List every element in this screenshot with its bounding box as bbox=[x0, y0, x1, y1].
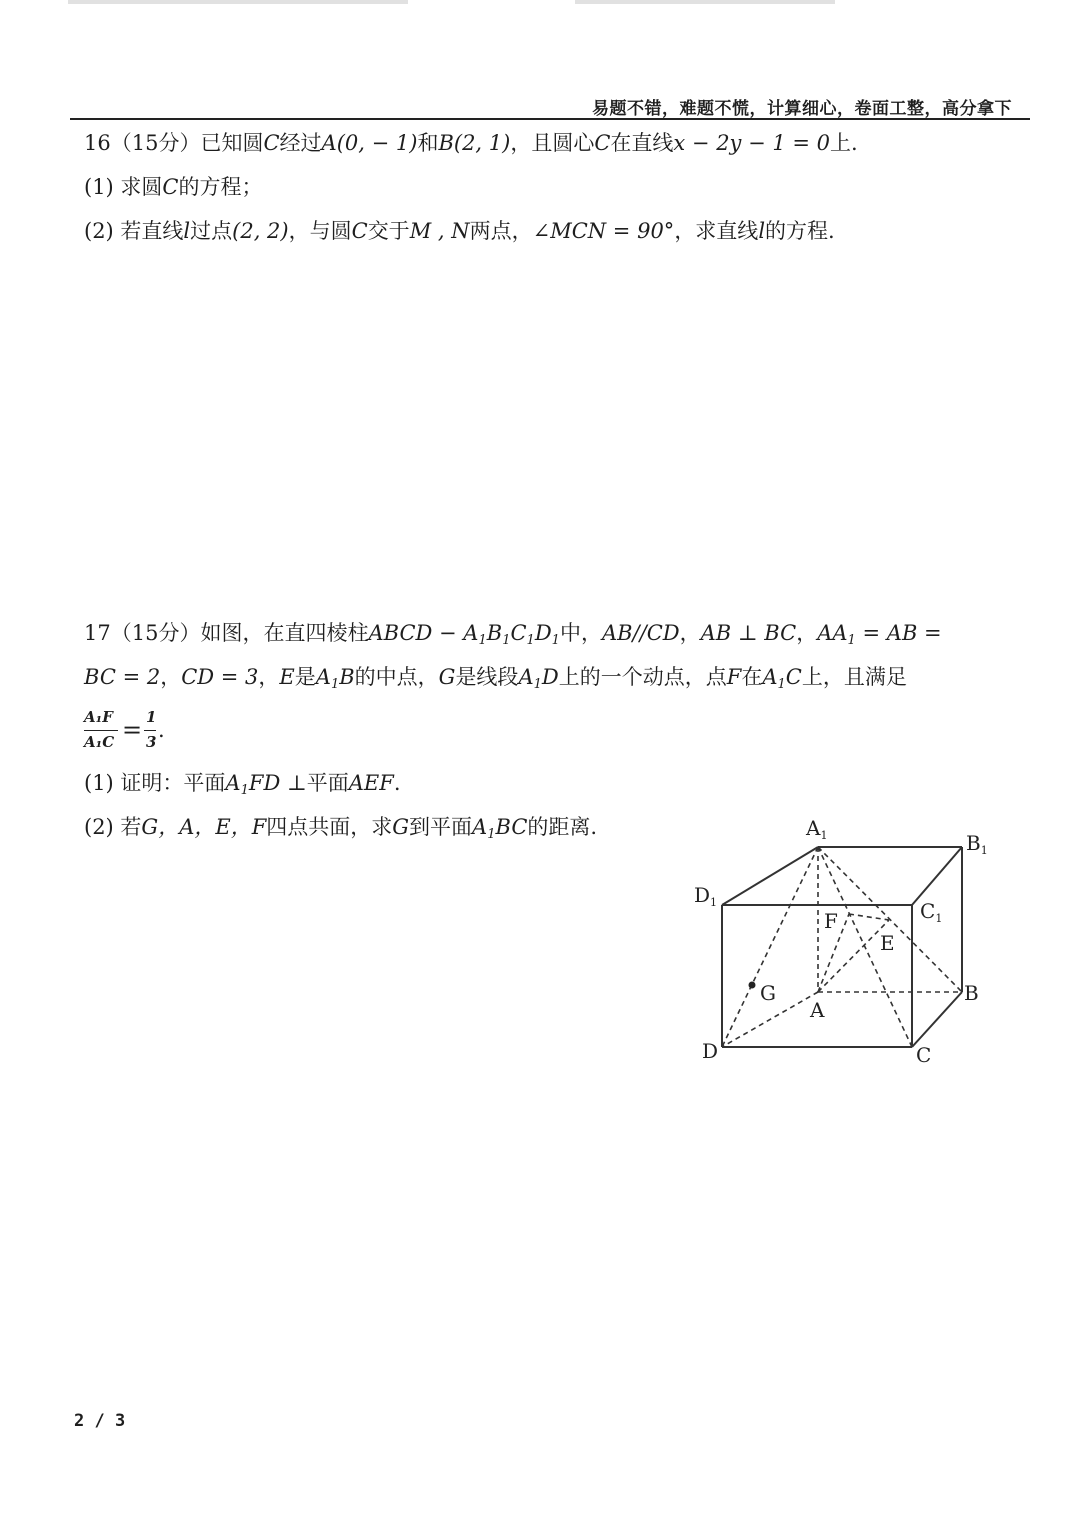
q17-text: 上，且满足 bbox=[801, 665, 907, 689]
q17-p2-points: G，A，E，F bbox=[141, 815, 267, 839]
q16-p1-c: C bbox=[162, 175, 179, 199]
prism-figure bbox=[680, 800, 1010, 1080]
q16-part1 bbox=[84, 174, 263, 201]
q17-line1 bbox=[84, 620, 942, 650]
q16-p2-l: l bbox=[758, 219, 766, 243]
q17-line2 bbox=[84, 664, 907, 694]
q17-f: F bbox=[726, 665, 742, 689]
q17-p1-plane: FD bbox=[248, 771, 281, 795]
fraction-denominator: A₁C bbox=[84, 733, 115, 751]
q17-part1 bbox=[84, 770, 401, 800]
q17-text: ， bbox=[796, 621, 818, 645]
q17-sub: 1 bbox=[330, 677, 340, 692]
q16-part2 bbox=[84, 218, 835, 245]
q17-prism-d: D bbox=[534, 621, 552, 645]
q17-part2 bbox=[84, 814, 597, 844]
q17-a1: A bbox=[518, 665, 534, 689]
q17-p2-g: G bbox=[392, 815, 410, 839]
q17-p1-plane2: AEF bbox=[348, 771, 394, 795]
label-c1: $C_1$ bbox=[920, 899, 943, 925]
q17-sub: 1 bbox=[777, 677, 786, 692]
q16-p2-text: 过点 bbox=[190, 219, 233, 243]
edge-d1a1 bbox=[722, 847, 818, 905]
fraction-period: . bbox=[158, 718, 165, 742]
q17-p1-text: . bbox=[393, 771, 401, 795]
q16-p2-point: (2, 2) bbox=[232, 219, 289, 243]
q17-a1: A bbox=[315, 665, 331, 689]
top-edge-smudge-right bbox=[575, 0, 835, 4]
q17-a1: A bbox=[762, 665, 778, 689]
q17-p1-text: (1) 证明：平面 bbox=[84, 771, 226, 795]
q17-text: ， bbox=[258, 665, 280, 689]
rhs-numerator: 1 bbox=[146, 708, 157, 726]
q16-p2-text: (2) 若直线 bbox=[84, 219, 184, 243]
q17-p1-perp: ⊥ bbox=[280, 771, 307, 795]
q17-text: 的中点， bbox=[354, 665, 439, 689]
q17-prism-c: C bbox=[510, 621, 527, 645]
top-edge-smudge-left bbox=[68, 0, 408, 4]
q16-p2-mn: M , N bbox=[409, 219, 470, 243]
segment-fe bbox=[849, 914, 889, 920]
q17-prism: ABCD − A bbox=[368, 621, 479, 645]
q16-point-b: B(2, 1) bbox=[438, 131, 511, 155]
q17-p1-text: 平面 bbox=[306, 771, 349, 795]
q17-c: C bbox=[785, 665, 802, 689]
q17-sub: 1 bbox=[487, 827, 496, 842]
q17-text: 上的一个动点，点 bbox=[558, 665, 727, 689]
q16-p2-text: ，与圆 bbox=[288, 219, 352, 243]
label-a: A bbox=[810, 998, 825, 1022]
rhs-fraction-bar bbox=[144, 730, 156, 731]
label-c: C bbox=[916, 1043, 932, 1067]
label-g: G bbox=[760, 981, 776, 1005]
q17-sub: 1 bbox=[502, 633, 511, 648]
q17-sub: 1 bbox=[526, 633, 535, 648]
q16-text: 经过 bbox=[279, 131, 322, 155]
q16-p2-angle: ∠MCN = 90° bbox=[532, 219, 675, 243]
q16-p2-text: 两点， bbox=[469, 219, 533, 243]
q16-stem-text: 16（15分）已知圆 bbox=[84, 131, 264, 155]
fraction-equals: = bbox=[122, 716, 143, 744]
q17-sub: 1 bbox=[551, 633, 560, 648]
q17-p1-plane: A bbox=[225, 771, 241, 795]
q17-text: 是 bbox=[294, 665, 316, 689]
q17-perp: AB ⊥ BC bbox=[700, 621, 797, 645]
q17-p2-text: (2) 若 bbox=[84, 815, 142, 839]
q17-text: 是线段 bbox=[455, 665, 519, 689]
label-a1: $A_1$ bbox=[806, 816, 828, 842]
q17-text: 在 bbox=[741, 665, 763, 689]
fraction-bar bbox=[84, 730, 118, 731]
q16-p2-text: ，求直线 bbox=[674, 219, 759, 243]
header-motto: 易题不错，难题不慌，计算细心，卷面工整，高分拿下 bbox=[592, 99, 1012, 119]
q17-sub: 1 bbox=[847, 633, 856, 648]
q17-aa1: AA bbox=[817, 621, 848, 645]
q16-p2-text: 交于 bbox=[367, 219, 410, 243]
q16-p1-text: 的方程； bbox=[178, 175, 263, 199]
q17-text: 17（15分）如图，在直四棱柱 bbox=[84, 621, 369, 645]
q17-eq: = AB = bbox=[855, 621, 942, 645]
q17-sub: 1 bbox=[240, 783, 249, 798]
q16-line-equation: x − 2y − 1 = 0 bbox=[673, 131, 831, 155]
q17-p2-text: 的距离. bbox=[527, 815, 598, 839]
q17-d: D bbox=[541, 665, 559, 689]
q17-cd: CD = 3 bbox=[181, 665, 259, 689]
q16-center-c: C bbox=[594, 131, 611, 155]
q16-circle-c: C bbox=[263, 131, 280, 155]
label-b: B bbox=[964, 981, 979, 1005]
q17-b: B bbox=[339, 665, 355, 689]
q17-text: 中， bbox=[559, 621, 602, 645]
q16-p2-text: 的方程. bbox=[765, 219, 835, 243]
q17-p2-text: 到平面 bbox=[409, 815, 473, 839]
label-f: F bbox=[824, 909, 838, 933]
q17-sub: 1 bbox=[533, 677, 542, 692]
label-e: E bbox=[880, 931, 895, 955]
label-d: D bbox=[702, 1039, 719, 1063]
q16-point-a: A(0, − 1) bbox=[321, 131, 418, 155]
segment-a1c bbox=[818, 847, 912, 1047]
edge-cb bbox=[912, 992, 962, 1047]
q16-p1-text: (1) 求圆 bbox=[84, 175, 163, 199]
label-d1: $D_1$ bbox=[694, 883, 718, 909]
q17-parallel: AB//CD bbox=[601, 621, 680, 645]
q16-text: 上. bbox=[830, 131, 858, 155]
q16-stem bbox=[84, 130, 858, 157]
q17-p2-text: 四点共面，求 bbox=[266, 815, 393, 839]
q16-p2-c: C bbox=[351, 219, 368, 243]
q16-p2-l: l bbox=[183, 219, 191, 243]
q17-prism-b: B bbox=[486, 621, 503, 645]
header-divider bbox=[70, 118, 1030, 120]
edge-b1c1 bbox=[912, 847, 962, 905]
q17-sub: 1 bbox=[478, 633, 487, 648]
q17-text: ， bbox=[679, 621, 701, 645]
q17-ratio-fraction bbox=[84, 706, 184, 756]
q17-bc: BC = 2 bbox=[84, 665, 161, 689]
fraction-numerator: A₁F bbox=[84, 708, 113, 726]
q16-text: 在直线 bbox=[610, 131, 674, 155]
q17-g: G bbox=[438, 665, 456, 689]
point-g bbox=[749, 982, 756, 989]
q16-text: 和 bbox=[417, 131, 439, 155]
q17-p2-plane: A bbox=[472, 815, 488, 839]
page-number: 2 / 3 bbox=[74, 1411, 126, 1431]
q17-p2-plane: BC bbox=[495, 815, 528, 839]
rhs-denominator: 3 bbox=[146, 733, 157, 751]
q16-text: ，且圆心 bbox=[510, 131, 595, 155]
q17-e: E bbox=[279, 665, 295, 689]
label-b1: $B_1$ bbox=[966, 831, 988, 857]
q17-text: ， bbox=[160, 665, 182, 689]
